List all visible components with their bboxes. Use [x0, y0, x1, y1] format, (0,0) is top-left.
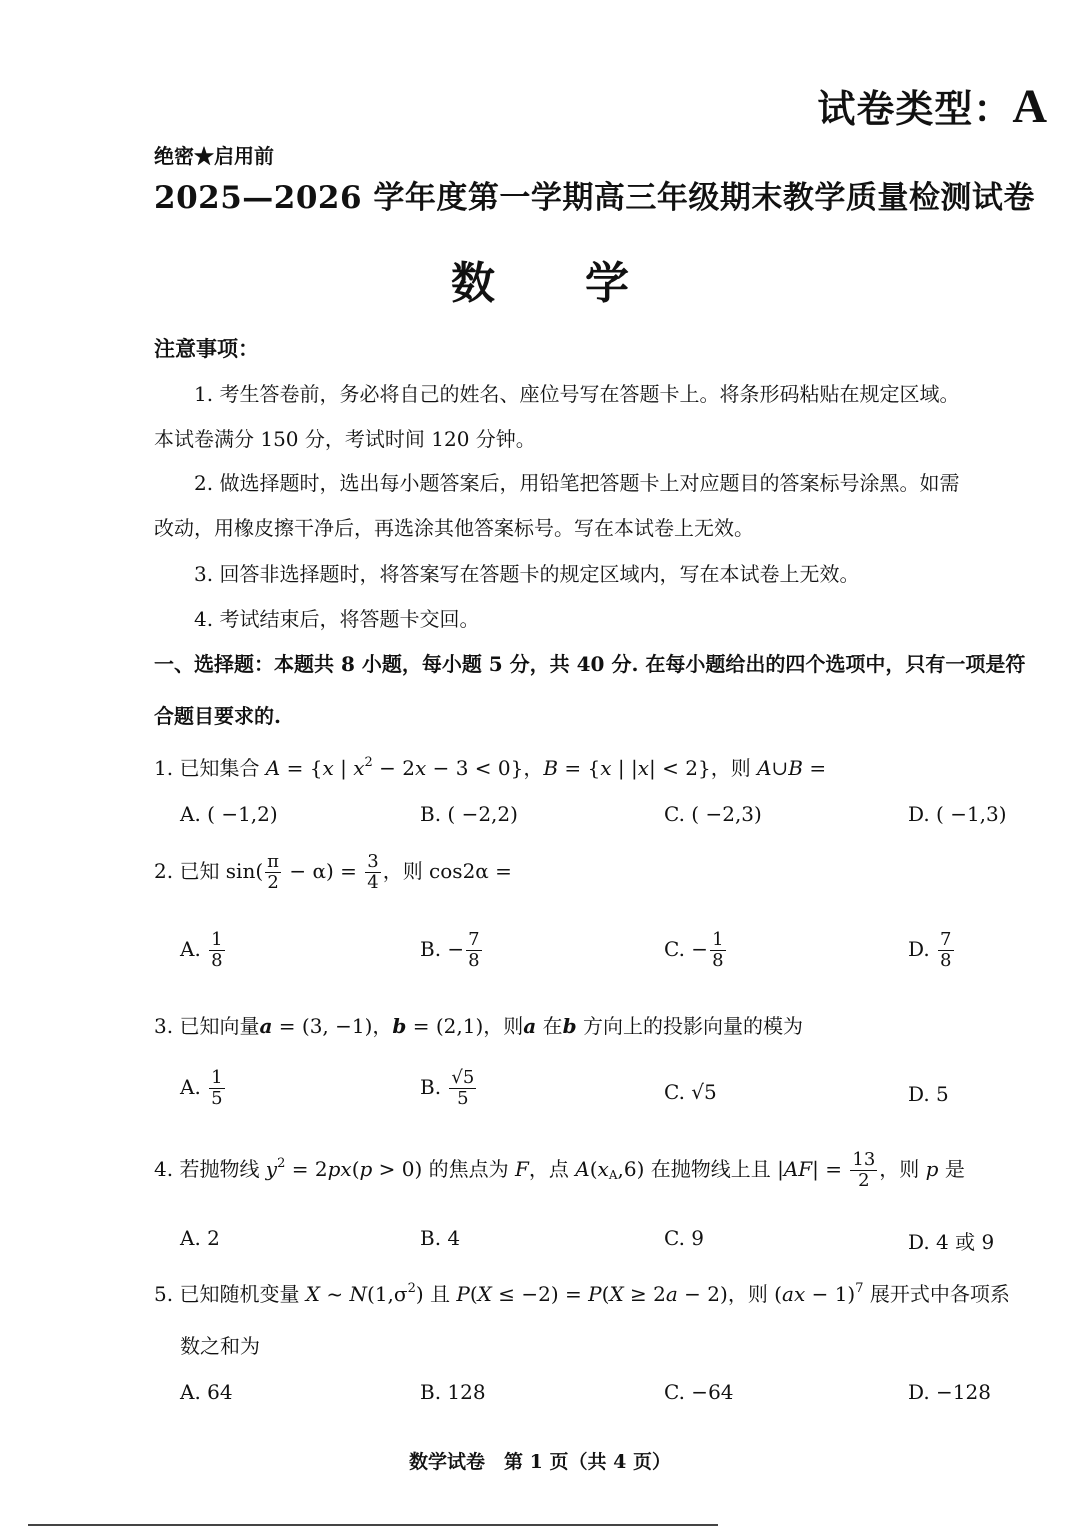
paper-type-label: 试卷类型： [817, 86, 1013, 131]
option-b: B. $\frac{√5}{5}$ [420, 1067, 475, 1109]
notice-line: 本试卷满分 150 分，考试时间 120 分钟。 [154, 427, 536, 451]
option-a: A. $\frac{1}{8}$ [180, 929, 223, 971]
option-d: D. 5 [908, 1082, 949, 1106]
option-b: B. 4 [420, 1226, 461, 1250]
option-d: D. 4 或 9 [908, 1230, 995, 1254]
secret-mark: 绝密★启用前 [154, 144, 274, 168]
notice-line: 2. 做选择题时，选出每小题答案后，用铅笔把答题卡上对应题目的答案标号涂黑。如需 [194, 471, 960, 495]
option-c: C. ( −2,3) [664, 802, 762, 826]
notice-line: 3. 回答非选择题时，将答案写在答题卡的规定区域内，写在本试卷上无效。 [194, 562, 860, 586]
option-a: A. 64 [180, 1380, 233, 1404]
option-c: C. √5 [664, 1080, 717, 1104]
section-heading-cont: 合题目要求的. [154, 704, 281, 728]
subject-title: 数学 [451, 258, 719, 309]
question-2: 2. 已知 sin( $\frac{\pi}{2}$ − α) = $\frac{3}{4}$ ，则 cos2α = [154, 851, 512, 893]
notice-line: 4. 考试结束后，将答题卡交回。 [194, 607, 480, 631]
paper-type [817, 78, 1048, 134]
option-d: D. ( −1,3) [908, 802, 1007, 826]
question-5: 5. 已知随机变量 X ~ $N(1,\sigma^2)$ 且 P(X ≤ −2) = P(X ≥ 2a − 2)，则 (ax − 1)$^7$ 展开式中各项系 [154, 1281, 1010, 1306]
question-1: 1. 已知集合 A = {x | $x^2 - 2x - 3 < 0$}，B = {x | |x| < 2}，则 A∪B = [154, 755, 827, 780]
page-footer: 数学试卷 第 1 页（共 4 页） [409, 1451, 671, 1473]
notice-title: 注意事项： [154, 336, 259, 361]
option-a: A. $\frac{1}{5}$ [180, 1067, 223, 1109]
option-c: C. −64 [664, 1380, 734, 1404]
notice-line: 1. 考生答卷前，务必将自己的姓名、座位号写在答题卡上。将条形码粘贴在规定区域。 [194, 382, 960, 406]
question-3: 3. 已知向量a = (3, −1)，b = (2,1)，则a 在b 方向上的投影向量的模为 [154, 1014, 803, 1038]
question-4: 4. 若抛物线 $y^2 = 2px(p > 0)$ 的焦点为 F，点 $A(x_A,6)$ 在抛物线上且 |AF| = $\frac{13}{2}$ ，则 p 是 [154, 1149, 965, 1191]
section-heading: 一、选择题：本题共 8 小题，每小题 5 分，共 40 分. 在每小题给出的四个选项中，只有一项是符 [154, 652, 1026, 676]
option-c: C. 9 [664, 1226, 705, 1250]
paper-type-letter: A [1012, 80, 1048, 133]
notice-line: 改动，用橡皮擦干净后，再选涂其他答案标号。写在本试卷上无效。 [154, 516, 754, 540]
bottom-rule [28, 1524, 718, 1526]
option-b: B. ( −2,2) [420, 802, 518, 826]
question-5-cont: 数之和为 [180, 1334, 260, 1358]
option-d: D. −128 [908, 1380, 991, 1404]
option-d: D. $\frac{7}{8}$ [908, 929, 952, 971]
option-a: A. 2 [180, 1226, 220, 1250]
option-b: B. − $\frac{7}{8}$ [420, 929, 480, 971]
option-a: A. ( −1,2) [180, 802, 278, 826]
option-b: B. 128 [420, 1380, 486, 1404]
option-c: C. − $\frac{1}{8}$ [664, 929, 724, 971]
exam-title: 2025—2026 学年度第一学期高三年级期末教学质量检测试卷 [154, 180, 1035, 216]
